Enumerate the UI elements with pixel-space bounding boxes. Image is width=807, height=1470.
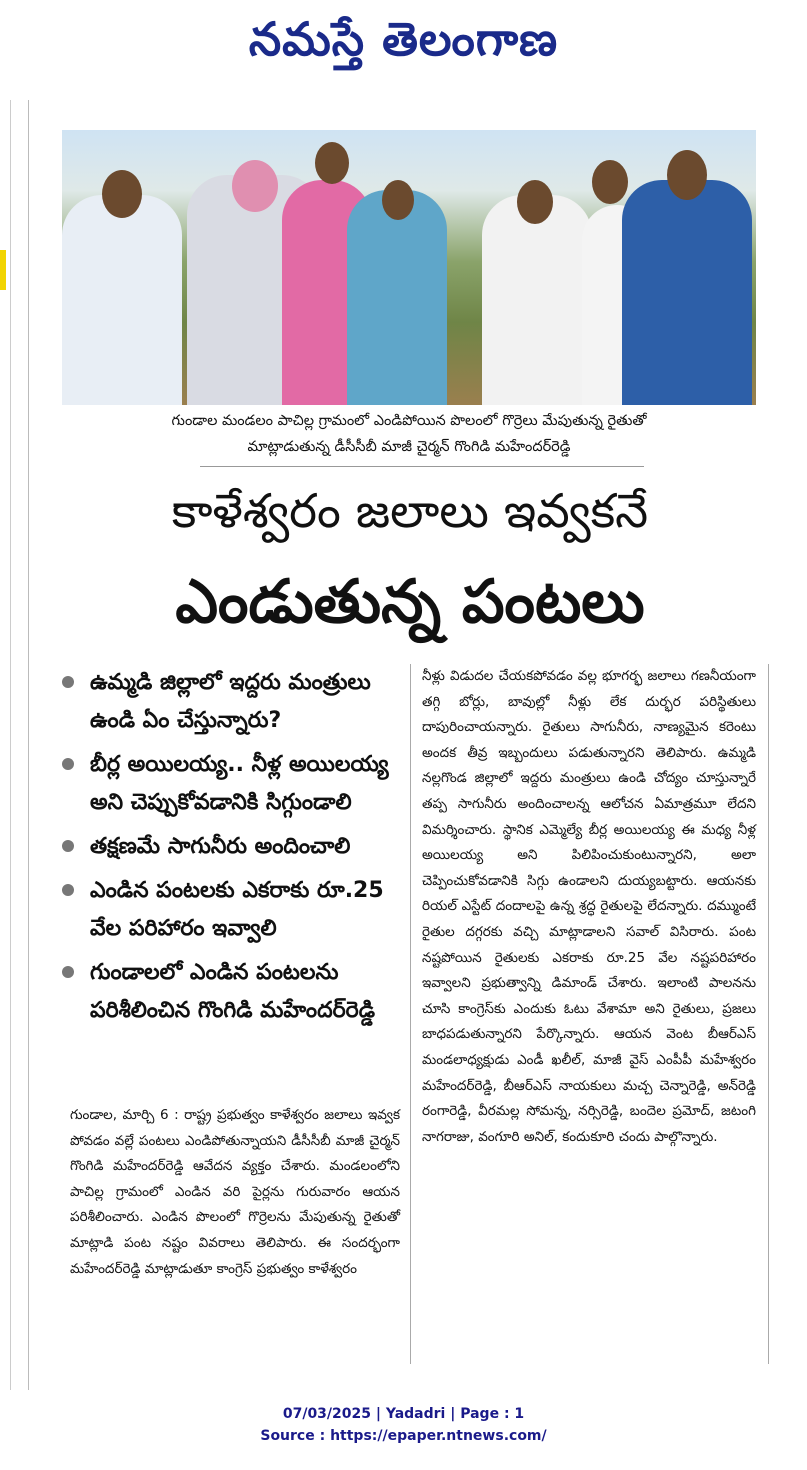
column-divider	[410, 664, 411, 1364]
photo-person	[62, 195, 182, 405]
column-rule-right	[768, 664, 769, 1364]
photo-head	[592, 160, 628, 204]
bullet-item	[62, 746, 402, 822]
bullet-icon	[62, 676, 74, 688]
photo-head	[232, 160, 278, 212]
headline-kicker: కాళేశ్వరం జలాలు ఇవ్వకనే	[171, 484, 649, 539]
color-marker	[0, 250, 6, 290]
news-photo	[62, 130, 756, 405]
headline-main: ఎండుతున్న పంటలు	[175, 567, 645, 637]
article-body-left: గుండాల, మార్చి 6 : రాష్ట్ర ప్రభుత్వం కాళేశ్వరం జలాలు ఇవ్వక పోవడం వల్లే పంటలు ఎండిపోతున్నాయని డీసీసీబీ మాజీ చైర్మన్ గొంగిడి మహేందర్‌రెడ్డి ఆవేదన వ్యక్తం చేశారు. మండలంలోని పాచిల్ల గ్రామంలో ఎండిన వరి పైర్లను గురువారం ఆయన పరిశీలించారు. ఎండిన పొలంలో గొర్రెలను మేపుతున్న రైతుతో మాట్లాడి పంట నష్టం వివరాలు తెలిపారు. ఈ సందర్భంగా మహేందర్‌రెడ్డి మాట్లాడుతూ కాంగ్రెస్ ప్రభుత్వం కాళేశ్వరం	[70, 1107, 400, 1277]
bullet-text: ఉమ్మడి జిల్లాలో ఇద్దరు మంత్రులు ఉండి ఏం చేస్తున్నారు?	[90, 670, 371, 733]
caption-line: మాట్లాడుతున్న డీసీసీబీ మాజీ చైర్మన్ గొంగిడి మహేందర్‌రెడ్డి	[247, 439, 571, 455]
bullet-item	[62, 954, 402, 1030]
caption-line: గుండాల మండలం పాచిల్ల గ్రామంలో ఎండిపోయిన పొలంలో గొర్రెలు మేపుతున్న రైతుతో	[171, 413, 647, 429]
photo-head	[102, 170, 142, 218]
bullet-icon	[62, 840, 74, 852]
source-link[interactable]: Source : https://epaper.ntnews.com/	[260, 1428, 547, 1444]
bullet-item	[62, 664, 402, 740]
adjacent-column-edge	[0, 100, 11, 1390]
bullet-item	[62, 872, 402, 948]
bullet-text: ఎండిన పంటలకు ఎకరాకు రూ.25 వేల పరిహారం ఇవ్వాలి	[90, 878, 384, 941]
bullet-icon	[62, 884, 74, 896]
photo-head	[517, 180, 553, 224]
newspaper-masthead: నమస్తే తెలంగాణ	[248, 12, 559, 66]
photo-caption	[62, 408, 756, 460]
photo-person	[622, 180, 752, 405]
photo-head	[667, 150, 707, 200]
column-rule	[28, 100, 29, 1390]
photo-person	[482, 195, 592, 405]
bullet-text: గుండాలలో ఎండిన పంటలను పరిశీలించిన గొంగిడి మహేందర్‌రెడ్డి	[90, 960, 375, 1023]
bullet-item	[62, 828, 402, 866]
highlight-bullets	[62, 664, 402, 1036]
caption-divider	[200, 466, 644, 467]
bullet-text: బీర్ల అయిలయ్య.. నీళ్ల అయిలయ్య అని చెప్పుకోవడానికి సిగ్గుండాలి	[90, 752, 389, 815]
photo-head	[382, 180, 414, 220]
bullet-icon	[62, 966, 74, 978]
photo-person	[347, 190, 447, 405]
edition-info: 07/03/2025 | Yadadri | Page : 1	[282, 1406, 525, 1422]
article-body-right: నీళ్లు విడుదల చేయకపోవడం వల్ల భూగర్భ జలాలు గణనీయంగా తగ్గి బోర్లు, బావుల్లో నీళ్లు లేక దుర్భర పరిస్థితులు దాపురించాయన్నారు. రైతులు సాగునీరు, నాణ్యమైన కరెంటు అందక తీవ్ర ఇబ్బందులు పడుతున్నారని తెలిపారు. ఉమ్మడి నల్లగొండ జిల్లాలో ఇద్దరు మంత్రులు ఉండి చోద్యం చూస్తున్నారే తప్ప సాగునీరు అందించాలన్న ఆలోచన ఏమాత్రమూ లేదని విమర్శించారు. స్థానిక ఎమ్మెల్యే బీర్ల అయిలయ్య ఈ మధ్య నీళ్ల అయిలయ్య అని పిలిపించుకుంటున్నారని, అలా చెప్పించుకోవడానికి సిగ్గు ఉండాలని దుయ్యబట్టారు. ఆయనకు రియల్ ఎస్టేట్ దందాలపై ఉన్న శ్రద్ధ రైతులపై లేదన్నారు. దమ్ముంటే రైతుల దగ్గరకు వచ్చి మాట్లాడాలని సవాల్ విసిరారు. పంట నష్టపోయిన రైతులకు ఎకరాకు రూ.25 వేల నష్టపరిహారం ఇవ్వాలని ప్రభుత్వాన్ని డిమాండ్ చేశారు. ఇలాంటి పాలనను చూసి కాంగ్రెస్‌కు ఎందుకు ఓటు వేశామా అని రైతులు, ప్రజలు బాధపడుతున్నారని పేర్కొన్నారు. ఆయన వెంట బీఆర్‌ఎస్ మండలాధ్యక్షుడు ఎండీ ఖలీల్, మాజీ వైస్ ఎంపీపీ మహేశ్వరం మహేందర్‌రెడ్డి, బీఆర్‌ఎస్ నాయకులు మచ్చ చెన్నారెడ్డి, అన్‌రెడ్డి రంగారెడ్డి, వీరమల్ల సోమన్న, నర్సిరెడ్డి, బందెల ప్రమోద్, జటంగి నాగరాజు, వంగూరి అనిల్, కందుకూరి చందు పాల్గొన్నారు.	[422, 668, 756, 1145]
bullet-text: తక్షణమే సాగునీరు అందించాలి	[90, 834, 351, 859]
photo-head	[315, 142, 349, 184]
bullet-icon	[62, 758, 74, 770]
